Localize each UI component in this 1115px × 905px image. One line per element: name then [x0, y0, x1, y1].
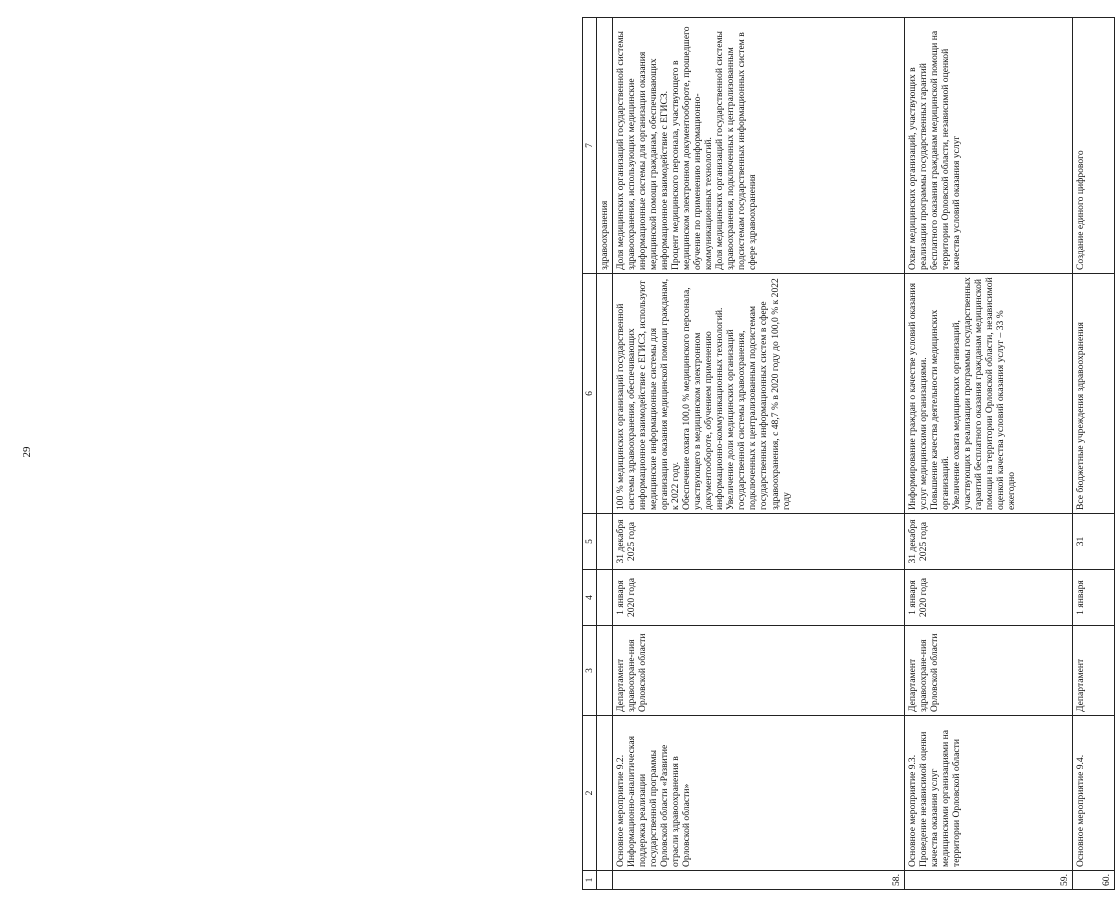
end-date-cell: 31	[1073, 514, 1115, 570]
executor-cell: Департамент здравоохране-ния Орловской области	[613, 626, 905, 716]
measure-cell: Основное мероприятие 9.2. Информационно-аналитическая поддержка реализации государственной программы Орловской области «Развитие отрасли здравоохранения в Орловской области»	[613, 716, 905, 871]
header-row	[583, 18, 597, 890]
header-cell-5: 5	[583, 514, 597, 570]
result-cell: Все бюджетные учреждения здравоохранения	[1073, 274, 1115, 514]
section-label: здравоохранения	[597, 18, 613, 274]
header-cell-1: 1	[583, 871, 597, 890]
indicator-cell: Создание единого цифрового	[1073, 18, 1115, 274]
end-date-cell: 31 декабря 2025 года	[905, 514, 1073, 570]
header-cell-7: 7	[583, 18, 597, 274]
header-cell-3: 3	[583, 626, 597, 716]
table-row	[905, 18, 1073, 890]
page-number: 29	[21, 446, 33, 458]
header-cell-6: 6	[583, 274, 597, 514]
executor-cell: Департамент здравоохране-ния Орловской области	[905, 626, 1073, 716]
table-row	[613, 18, 905, 890]
row-number: 60.	[1073, 871, 1115, 890]
result-cell: Информирование граждан о качестве условий оказания услуг медицинскими организациями. Повышение качества деятельности медицинских организаций. Увеличение охвата медицинских организаций, участвующих в реализации программы государственных гарантий бесплатного оказания гражданам медицинской помощи на территории Орловской области, независимой оценкой качества условий оказания услуг – 33 % ежегодно	[905, 274, 1073, 514]
measure-cell: Основное мероприятие 9.4.	[1073, 716, 1115, 871]
measures-table	[582, 17, 1115, 890]
executor-cell: Департамент	[1073, 626, 1115, 716]
start-date-cell: 1 января 2020 года	[905, 570, 1073, 626]
start-date-cell: 1 января 2020 года	[613, 570, 905, 626]
row-number: 59.	[905, 871, 1073, 890]
row-number: 58.	[613, 871, 905, 890]
indicator-cell: Доля медицинских организаций государственной системы здравоохранения, использующих медицинские информационные системы для организации оказания медицинской помощи гражданам, обеспечивающих информационное взаимодействие с ЕГИСЗ. Процент медицинского персонала, участвующего в медицинском электронном документообороте, прошедшего обучение по применению информационно-коммуникационных технологий. Доля медицинских организаций государственной системы здравоохранения, подключенных к централизованным подсистемам государственных информационных систем в сфере здравоохранения	[613, 18, 905, 274]
table-row	[1073, 18, 1115, 890]
continuation-row	[597, 18, 613, 890]
header-cell-2: 2	[583, 716, 597, 871]
start-date-cell: 1 января	[1073, 570, 1115, 626]
indicator-cell: Охват медицинских организаций, участвующих в реализации программы государственных гарантий бесплатного оказания гражданам медицинской помощи на территории Орловской области, независимой оценкой качества условий оказания услуг	[905, 18, 1073, 274]
result-cell: 100 % медицинских организаций государственной системы здравоохранения, обеспечивающих информационное взаимодействие с ЕГИСЗ, используют медицинские информационные системы для организации оказания медицинской помощи гражданам, к 2022 году. Обеспечение охвата 100,0 % медицинского персонала, участвующего в медицинском электронном документообороте, обучением применению информационно-коммуникационных технологий. Увеличение доли медицинских организаций государственной системы здравоохранения, подключенных к централизованным подсистемам государственных информационных систем в сфере здравоохранения, с 48,7 % в 2020 году до 100,0 % к 2022 году	[613, 274, 905, 514]
header-cell-4: 4	[583, 570, 597, 626]
rotated-table-container	[582, 18, 1113, 890]
end-date-cell: 31 декабря 2025 года	[613, 514, 905, 570]
measure-cell: Основное мероприятие 9.3. Проведение независимой оценки качества оказания услуг медицинскими организациями на территории Орловской области	[905, 716, 1073, 871]
